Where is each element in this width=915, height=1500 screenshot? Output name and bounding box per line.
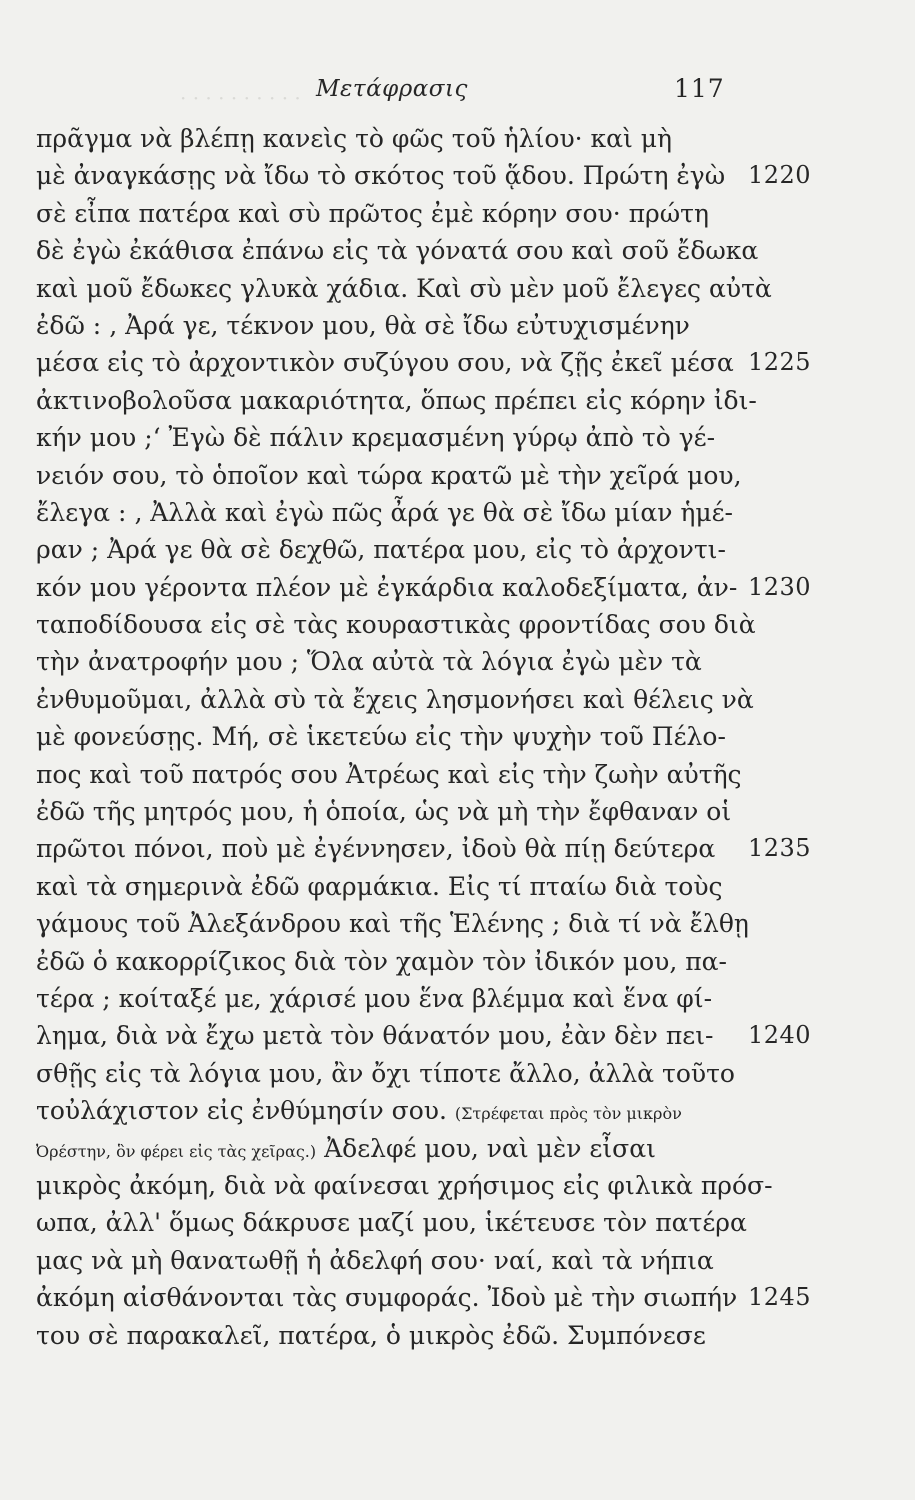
text-line: καὶ μοῦ ἔδωκες γλυκὰ χάδια. Καὶ σὺ μὲν μοῦ ἔλεγες αὐτὰ (36, 273, 772, 303)
text-line (0, 1130, 915, 1167)
stage-direction: Ὀρέστην, ὃν φέρει εἰς τὰς χεῖρας.) (36, 1141, 317, 1161)
text-line-main: τοὐλάχιστον εἰς ἐνθύμησίν σου. (36, 1096, 447, 1126)
line-number: 1220 (748, 161, 812, 190)
text-line: μέσα εἰς τὸ ἀρχοντικὸν συζύγου σου, νὰ ζῇς ἐκεῖ μέσα 1225 (0, 344, 915, 381)
stage-direction: (Στρέφεται πρὸς τὸν μικρὸν (454, 1104, 682, 1124)
running-title: Μετάφρασις (316, 76, 468, 102)
text-line: κόν μου γέροντα πλέον μὲ ἐγκάρδια καλοδεξίματα, ἀν- 1230 (0, 569, 915, 606)
text-line: δὲ ἐγὼ ἐκάθισα ἐπάνω εἰς τὰ γόνατά σου καὶ σοῦ ἔδωκα (36, 236, 759, 266)
text-line: πος καὶ τοῦ πατρός σου Ἀτρέως καὶ εἰς τὴν ζωὴν αὐτῆς (36, 759, 742, 789)
line-number: 1230 (748, 572, 812, 601)
text-line: ἔλεγα : ‚ Ἀλλὰ καὶ ἐγὼ πῶς ἆρά γε θὰ σὲ ἴδω μίαν ἡμέ- (36, 497, 733, 527)
text-line: πρᾶγμα νὰ βλέπῃ κανεὶς τὸ φῶς τοῦ ἡλίου· καὶ μὴ (36, 124, 673, 153)
show-through-text: · · · · · · · · · · (180, 86, 301, 110)
text-line: τὴν ἀνατροφήν μου ; Ὅλα αὐτὰ τὰ λόγια ἐγὼ μὲν τὰ (36, 647, 702, 677)
text-line: ἐδῶ : ‚ Ἀρά γε, τέκνον μου, θὰ σὲ ἴδω εὐτυχισμένην (36, 310, 690, 340)
text-line: ωπα, ἀλλ' ὅμως δάκρυσε μαζί μου, ἱκέτευσε τὸν πατέρα (36, 1208, 747, 1238)
text-line: ἀκόμη αἰσθάνονται τὰς συμφοράς. Ἰδοὺ μὲ τὴν σιωπήν 1245 (0, 1279, 915, 1316)
line-number: 1245 (748, 1283, 812, 1312)
text-line: καὶ τὰ σημερινὰ ἐδῶ φαρμάκια. Εἰς τί πταίω διὰ τοὺς (36, 871, 723, 901)
text-line: ραν ; Ἀρά γε θὰ σὲ δεχθῶ, πατέρα μου, εἰς τὸ ἀρχοντι- (36, 535, 726, 565)
line-number: 1235 (748, 834, 812, 863)
text-line: ἐνθυμοῦμαι, ἀλλὰ σὺ τὰ ἔχεις λησμονήσει καὶ θέλεις νὰ (36, 684, 754, 714)
page-header (0, 72, 915, 112)
line-number: 1240 (748, 1021, 812, 1050)
text-line: ἐδῶ ὁ κακορρίζικος διὰ τὸν χαμὸν τὸν ἰδικόν μου, πα- (36, 946, 727, 976)
text-line-main: Ἀδελφέ μου, ναὶ μὲν εἶσαι (324, 1133, 656, 1163)
text-line: λημα, διὰ νὰ ἔχω μετὰ τὸν θάνατόν μου, ἐὰν δὲν πει- 1240 (0, 1017, 915, 1054)
line-number: 1225 (748, 348, 812, 377)
text-line: ἐδῶ τῆς μητρός μου, ἡ ὁποία, ὡς νὰ μὴ τὴν ἔφθαναν οἱ (36, 797, 732, 827)
page-number: 117 (674, 74, 725, 103)
text-line: κήν μου ;‘ Ἐγὼ δὲ πάλιν κρεμασμένη γύρῳ ἀπὸ τὸ γέ- (36, 423, 716, 453)
text-line: μας νὰ μὴ θανατωθῇ ἡ ἀδελφή σου· ναί, καὶ τὰ νήπια (36, 1245, 714, 1275)
text-line: τέρα ; κοίταξέ με, χάρισέ μου ἕνα βλέμμα καὶ ἕνα φί- (36, 983, 713, 1013)
text-line: γάμους τοῦ Ἀλεξάνδρου καὶ τῆς Ἑλένης ; διὰ τί νὰ ἔλθῃ (36, 909, 749, 939)
text-line: ἀκτινοβολοῦσα μακαριότητα, ὅπως πρέπει εἰς κόρην ἰδι- (36, 385, 757, 415)
text-line: σὲ εἶπα πατέρα καὶ σὺ πρῶτος ἐμὲ κόρην σου· πρώτη (36, 198, 709, 228)
text-line (0, 1092, 915, 1129)
text-line: ταποδίδουσα εἰς σὲ τὰς κουραστικὰς φροντίδας σου διὰ (36, 610, 756, 640)
text-line: μὲ φονεύσῃς. Μή, σὲ ἱκετεύω εἰς τὴν ψυχὴν τοῦ Πέλο- (36, 722, 726, 752)
body-text (0, 120, 915, 1354)
text-line: πρῶτοι πόνοι, ποὺ μὲ ἐγέννησεν, ἰδοὺ θὰ πίῃ δεύτερα 1235 (0, 830, 915, 867)
text-line: μὲ ἀναγκάσῃς νὰ ἴδω τὸ σκότος τοῦ ᾅδου. Πρώτη ἐγὼ 1220 (0, 157, 915, 194)
text-line: του σὲ παρακαλεῖ, πατέρα, ὁ μικρὸς ἐδῶ. Συμπόνεσε (36, 1320, 706, 1350)
text-line: μικρὸς ἀκόμη, διὰ νὰ φαίνεσαι χρήσιμος εἰς φιλικὰ πρόσ- (36, 1170, 773, 1200)
text-line: σθῇς εἰς τὰ λόγια μου, ἂν ὄχι τίποτε ἄλλο, ἀλλὰ τοῦτο (36, 1058, 735, 1088)
text-line: νειόν σου, τὸ ὁποῖον καὶ τώρα κρατῶ μὲ τὴν χεῖρά μου, (36, 460, 742, 490)
